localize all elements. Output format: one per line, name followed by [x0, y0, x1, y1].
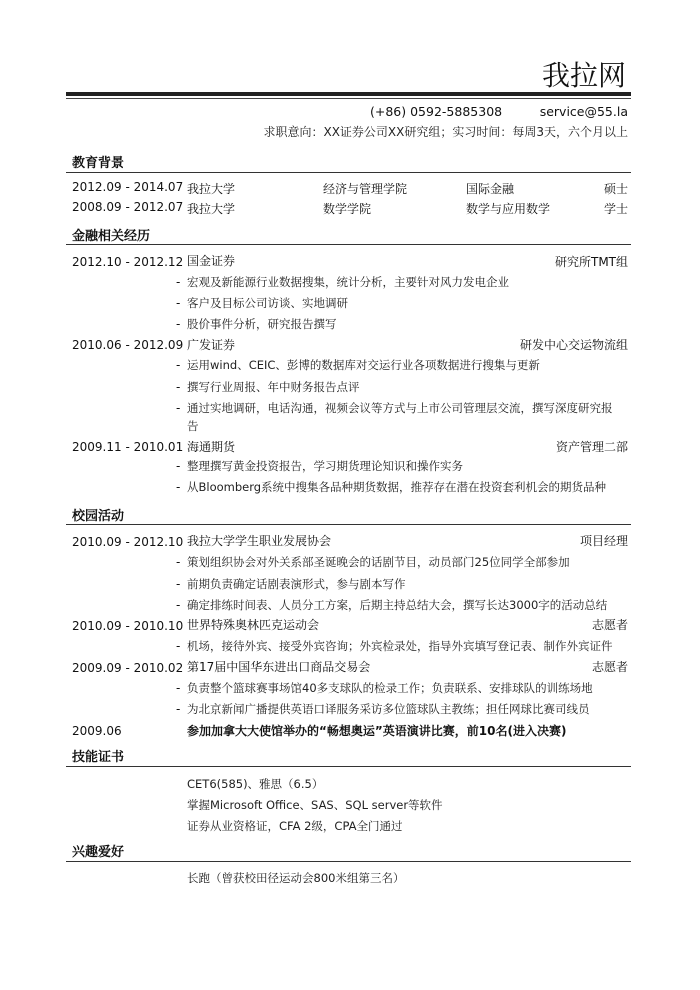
- section-title-education: 教育背景: [72, 156, 125, 171]
- activity-bullet: 前期负责确定话剧表演形式，参与剧本写作: [187, 577, 406, 591]
- skill-line: 掌握Microsoft Office、SAS、SQL server等软件: [187, 798, 443, 812]
- activity-org: 我拉大学学生职业发展协会: [187, 534, 332, 548]
- bullet-icon: -: [176, 296, 181, 310]
- bullet-icon: -: [176, 639, 181, 653]
- experience-bullet: 股价事件分析，研究报告撰写: [187, 317, 337, 331]
- experience-role: 资产管理二部: [555, 440, 628, 454]
- bullet-icon: -: [176, 358, 181, 372]
- bullet-icon: -: [176, 681, 181, 695]
- activity-date: 2010.09 - 2012.10: [72, 535, 184, 549]
- experience-date: 2009.11 - 2010.01: [72, 440, 184, 454]
- bullet-icon: -: [176, 380, 181, 394]
- activity-date: 2009.06: [72, 724, 122, 738]
- section-title-skills: 技能证书: [72, 750, 125, 765]
- activity-bullet: 策划组织协会对外关系部圣诞晚会的话剧节目，动员部门25位同学全部参加: [187, 555, 570, 569]
- bullet-icon: -: [176, 317, 181, 331]
- experience-bullet: 运用wind、CEIC、彭博的数据库对交运行业各项数据进行搜集与更新: [187, 358, 540, 372]
- hobby-line: 长跑（曾获校田径运动会800米组第三名）: [187, 871, 405, 885]
- experience-bullet: 整理撰写黄金投资报告，学习期货理论知识和操作实务: [187, 459, 463, 473]
- education-degree: 学士: [603, 202, 628, 216]
- skill-line: 证券从业资格证，CFA 2级，CPA全门通过: [187, 819, 403, 833]
- experience-org: 海通期货: [187, 440, 236, 454]
- activity-bullet: 负责整个篮球赛事场馆40多支球队的检录工作；负责联系、安排球队的训练场地: [187, 681, 593, 695]
- education-degree: 硕士: [603, 182, 628, 196]
- section-title-hobbies: 兴趣爱好: [72, 845, 125, 860]
- email-address: service@55.la: [539, 104, 628, 119]
- experience-org: 广发证券: [187, 338, 236, 352]
- bullet-icon: -: [176, 459, 181, 473]
- bullet-icon: -: [176, 555, 181, 569]
- phone-number: (+86) 0592-5885308: [370, 104, 503, 119]
- activity-role: 志愿者: [591, 660, 628, 674]
- header-divider-thick: [66, 92, 631, 96]
- education-date: 2012.09 - 2014.07: [72, 180, 184, 194]
- education-college: 数学学院: [323, 202, 372, 216]
- bullet-icon: -: [176, 275, 181, 289]
- resume-name: 我拉网: [541, 59, 626, 92]
- bullet-icon: -: [176, 401, 181, 415]
- education-major: 国际金融: [466, 182, 515, 196]
- activity-date: 2010.09 - 2010.10: [72, 619, 184, 633]
- section-title-finance: 金融相关经历: [72, 229, 151, 244]
- experience-bullet: 客户及目标公司访谈、实地调研: [187, 296, 348, 310]
- experience-bullet: 从Bloomberg系统中搜集各品种期货数据，推荐存在潜在投资套利机会的期货品种: [187, 480, 607, 494]
- activity-role: 志愿者: [591, 618, 628, 632]
- bullet-icon: -: [176, 480, 181, 494]
- experience-org: 国金证券: [187, 254, 236, 268]
- education-major: 数学与应用数学: [466, 202, 551, 216]
- section-title-campus: 校园活动: [72, 509, 125, 524]
- job-intent: 求职意向：XX证券公司XX研究组；实习时间：每周3天，六个月以上: [263, 125, 628, 139]
- section-divider: [66, 172, 631, 173]
- section-divider: [66, 861, 631, 862]
- education-date: 2008.09 - 2012.07: [72, 200, 184, 214]
- activity-date: 2009.09 - 2010.02: [72, 661, 184, 675]
- skill-line: CET6(585)、雅思（6.5）: [187, 777, 324, 791]
- experience-bullet: 宏观及新能源行业数据搜集，统计分析，主要针对风力发电企业: [187, 275, 509, 289]
- header-divider-thin: [66, 98, 631, 99]
- activity-bullet: 机场，接待外宾、接受外宾咨询；外宾检录处，指导外宾填写登记表、制作外宾证件: [187, 639, 613, 653]
- experience-date: 2012.10 - 2012.12: [72, 255, 184, 269]
- education-school: 我拉大学: [187, 202, 236, 216]
- experience-bullet: 撰写行业周报、年中财务报告点评: [187, 380, 360, 394]
- activity-bullet: 确定排练时间表、人员分工方案，后期主持总结大会，撰写长达3000字的活动总结: [187, 598, 608, 612]
- bullet-icon: -: [176, 702, 181, 716]
- education-college: 经济与管理学院: [323, 182, 408, 196]
- section-divider: [66, 524, 631, 525]
- education-school: 我拉大学: [187, 182, 236, 196]
- experience-date: 2010.06 - 2012.09: [72, 338, 184, 352]
- experience-role: 研究所TMT组: [554, 255, 628, 269]
- bullet-icon: -: [176, 598, 181, 612]
- activity-bullet: 为北京新闻广播提供英语口译服务采访多位篮球队主教练；担任网球比赛司线员: [187, 702, 590, 716]
- activity-org: 第17届中国华东进出口商品交易会: [187, 660, 371, 674]
- section-divider: [66, 244, 631, 245]
- experience-bullet: 通过实地调研，电话沟通，视频会议等方式与上市公司管理层交流，撰写深度研究报: [187, 401, 613, 415]
- experience-bullet-continued: 告: [187, 419, 199, 433]
- bullet-icon: -: [176, 577, 181, 591]
- section-divider: [66, 766, 631, 767]
- experience-role: 研发中心交运物流组: [519, 338, 628, 352]
- activity-org: 参加加拿大大使馆举办的“畅想奥运”英语演讲比赛，前10名(进入决赛): [187, 724, 567, 738]
- activity-org: 世界特殊奥林匹克运动会: [187, 618, 320, 632]
- activity-role: 项目经理: [579, 534, 628, 548]
